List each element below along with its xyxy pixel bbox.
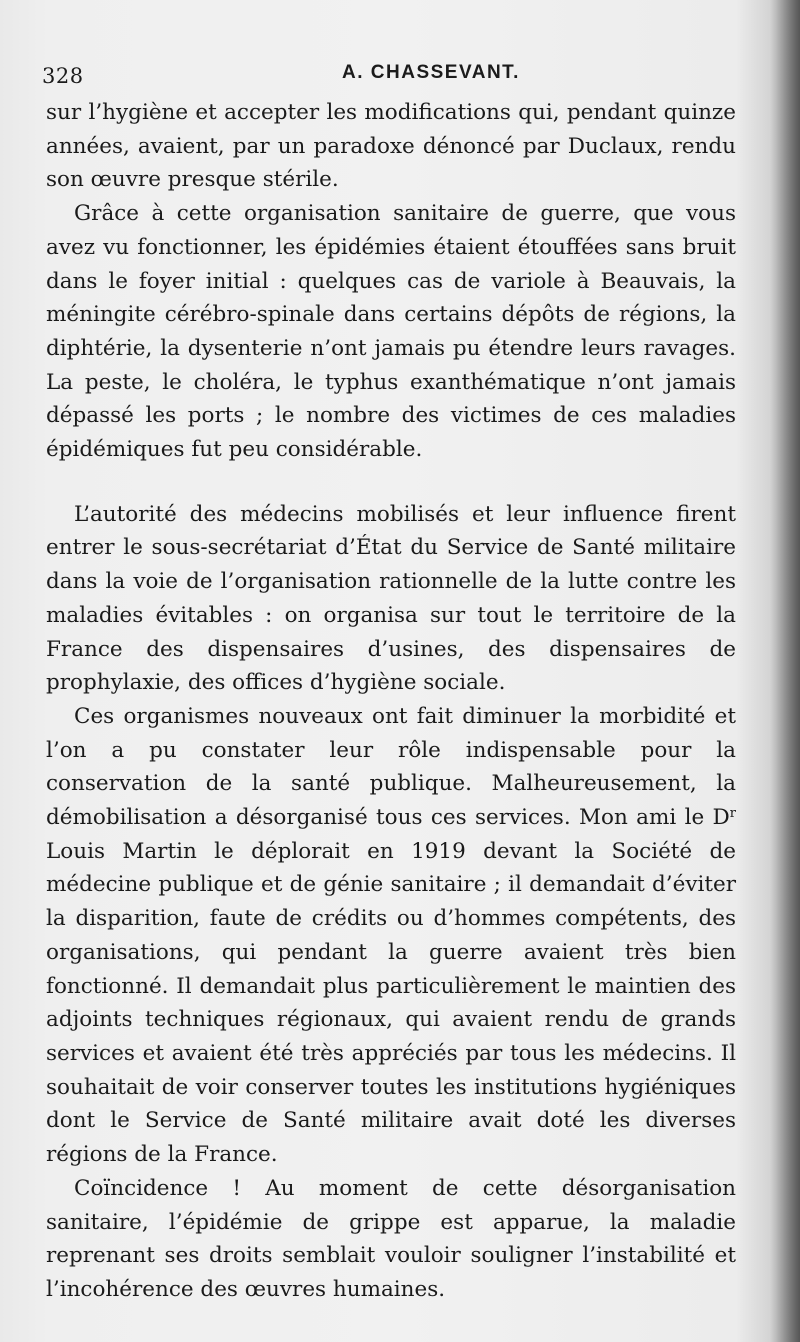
paragraph-organisms — [46, 700, 736, 1172]
paragraph-organisms-part-1: Ces organismes nouveaux ont fait diminuer la morbidité et l’on a pu constater leur rôle indispensable pour la conservation de la santé publique. Malheureusement, la démobilisation a désorganisé tous ces services. Mon ami le D — [46, 703, 736, 831]
doctor-abbreviation-superscript: r — [729, 806, 736, 822]
page-header — [42, 58, 742, 92]
paragraph-continuation: sur l’hygiène et accepter les modifications qui, pendant quinze années, avaient, par un paradoxe dénoncé par Duclaux, rendu son œuvre presque stérile. — [46, 100, 736, 193]
body-text — [46, 96, 736, 1307]
page-number: 328 — [42, 64, 84, 88]
paragraph-epidemics: Grâce à cette organisation sanitaire de guerre, que vous avez vu fonctionner, les épidémies étaient étouffées sans bruit dans le foyer initial : quelques cas de variole à Beauvais, la méningite cérébro-spinale dans certains dépôts de régions, la diphtérie, la dysenterie n’ont jamais pu étendre leurs ravages. La peste, le choléra, le typhus exanthématique n’ont jamais dépassé les ports ; le nombre des victimes de ces maladies épidémiques fut peu considérable. — [46, 201, 736, 463]
running-head: A. CHASSEVANT. — [342, 62, 520, 83]
paragraph-organisms-part-2: Louis Martin le déplorait en 1919 devant la Société de médecine publique et de génie sanitaire ; il demandait d’éviter la disparition, faute de crédits ou d’hommes compétents, des organisations, qui pendant la guerre avaient très bien fonctionné. Il demandait plus particulièrement le maintien des adjoints techniques régionaux, qui avaient rendu de grands services et avaient été très appréciés par tous les médecins. Il souhaitait de voir conserver toutes les institutions hygiéniques dont le Service de Santé militaire avait doté les diverses régions de la France. — [46, 838, 736, 1168]
page-binding-shadow — [770, 0, 800, 1342]
paragraph-coincidence: Coïncidence ! Au moment de cette désorganisation sanitaire, l’épidémie de grippe est apparue, la maladie reprenant ses droits semblait vouloir souligner l’instabilité et l’incohérence des œuvres humaines. — [46, 1175, 736, 1302]
paragraph-authority: L’autorité des médecins mobilisés et leur influence firent entrer le sous-secrétariat d’État du Service de Santé militaire dans la voie de l’organisation rationnelle de la lutte contre les maladies évitables : on organisa sur tout le territoire de la France des dispensaires d’usines, des dispensaires de prophylaxie, des offices d’hygiène sociale. — [46, 501, 736, 696]
